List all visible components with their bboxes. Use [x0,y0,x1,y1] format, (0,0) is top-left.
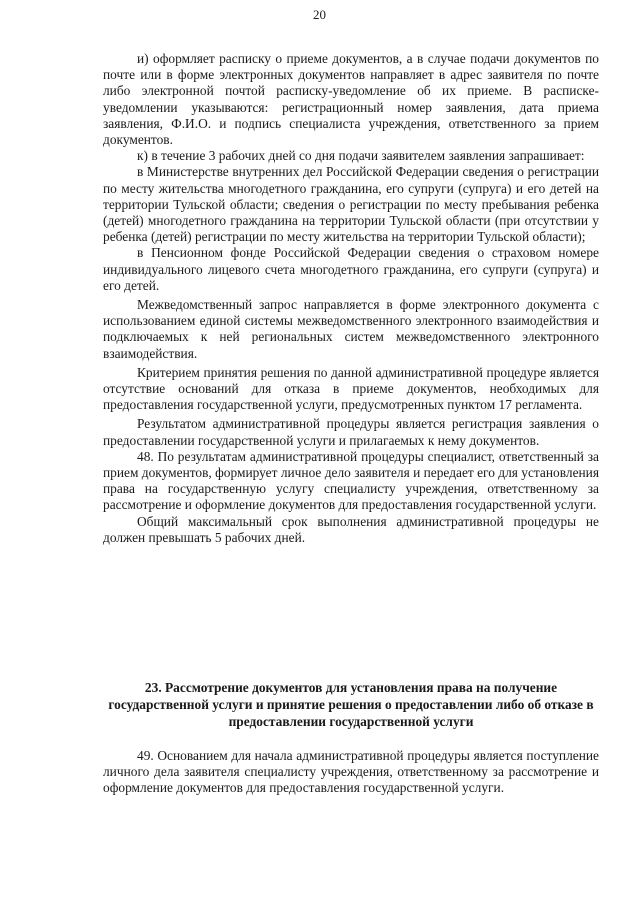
paragraph-item-49: 49. Основанием для начала административной процедуры является поступление личного дела заявителя специалисту учреждения, ответственному за рассмотрение и оформление документов для предоставления государственной услуги. [103,748,599,796]
paragraph-receipt: и) оформляет расписку о приеме документов, а в случае подачи документов по почте или в форме электронных документов направляет в адрес заявителя по почте либо электронной почтой расписку-уведомление об их приеме. В расписке-уведомлении указываются: регистрационный номер заявления, дата приема заявления, Ф.И.О. и подпись специалиста учреждения, ответственного за прием документов. [103,51,599,148]
paragraph-pension-request: в Пенсионном фонде Российской Федерации сведения о страховом номере индивидуального лицевого счета многодетного гражданина, его супруги (супруга) и его детей. [103,245,599,293]
paragraph-max-term: Общий максимальный срок выполнения административной процедуры не должен превышать 5 рабочих дней. [103,513,599,545]
section-heading: 23. Рассмотрение документов для установления права на получение государственной услуги и принятие решения о предоставлении либо об отказе в предоставлении государственной услуги [108,680,594,729]
section-body-text [103,748,599,797]
paragraph-item-48: 48. По результатам административной процедуры специалист, ответственный за прием документов, формирует личное дело заявителя и передает его для установления права на государственную услугу специалисту учреждения, ответственному за рассмотрение и оформление документов для предоставления государственной услуги. [103,448,599,513]
paragraph-mvd-request: в Министерстве внутренних дел Российской Федерации сведения о регистрации по месту жительства многодетного гражданина, его супруги (супруга) и его детей на территории Тульской области; сведения о регистрации по месту пребывания ребенка (детей) многодетного гражданина на территории Тульской области (при отсутствии у ребенка (детей) регистрации по месту жительства на территории Тульской области); [103,164,599,245]
paragraph-result: Результатом административной процедуры является регистрация заявления о предоставлении государственной услуги и прилагаемых к нему документов. [103,416,599,448]
paragraph-interagency-request: Межведомственный запрос направляется в форме электронного документа с использованием единой системы межведомственного электронного взаимодействия и подключаемых к ней региональных систем межведомственного электронного взаимодействия. [103,297,599,361]
paragraph-request-intro: к) в течение 3 рабочих дней со дня подачи заявителем заявления запрашивает: [137,148,585,164]
page-number: 20 [313,7,326,22]
paragraph-criterion: Критерием принятия решения по данной административной процедуре является отсутствие оснований для отказа в приеме документов, необходимых для предоставления государственной услуги, предусмотренных пунктом 17 регламента. [103,364,599,413]
body-text [103,51,599,546]
